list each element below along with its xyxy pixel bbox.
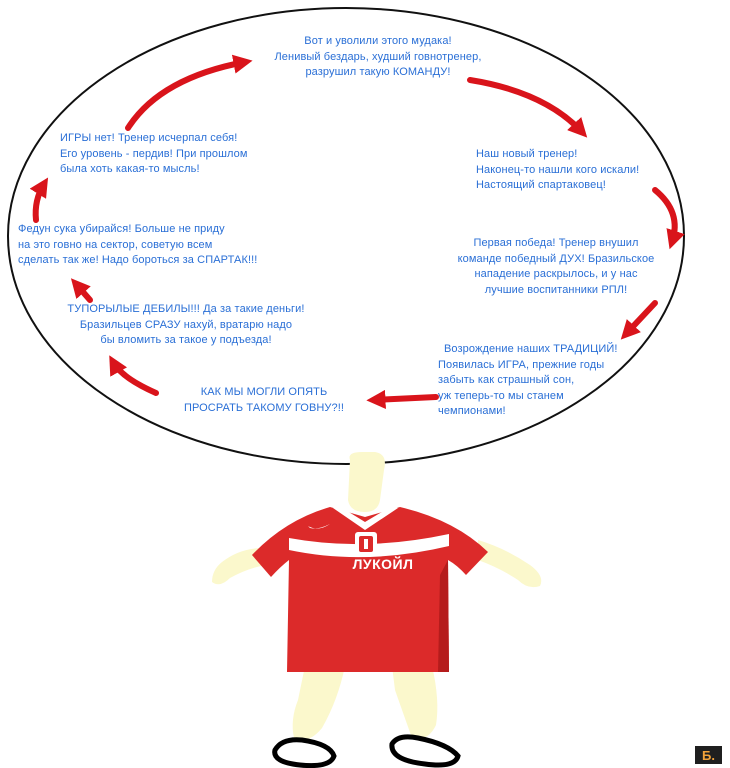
phrase-no-game: ИГРЫ нет! Тренер исчерпал себя! Его уровень - пердив! При прошлом была хоть какая-то мысль! xyxy=(60,132,248,175)
phrase-revival: Возрождение наших ТРАДИЦИЙ! Появилась ИГРА, прежние годы забыть как страшный сон, уж теперь-то мы станем чемпионами! xyxy=(438,343,618,417)
phrase-new-coach: Наш новый тренер! Наконец-то нашли кого искали! Настоящий спартаковец! xyxy=(476,148,640,191)
phrase-fedun: Федун сука убирайся! Больше не приду на это говно на сектор, советую всем сделать так же! Надо бороться за СПАРТАК!!! xyxy=(18,223,258,266)
arrow-4-icon xyxy=(374,397,436,400)
corner-badge: Б. xyxy=(695,746,722,764)
phrase-first-win: Первая победа! Тренер внушил команде победный ДУХ! Бразильское нападение раскрылось, и у нас лучшие воспитанники РПЛ! xyxy=(457,237,655,296)
head xyxy=(348,452,385,512)
right-shoe xyxy=(392,737,458,765)
sponsor-label: ЛУКОЙЛ xyxy=(352,556,414,572)
left-shoe xyxy=(275,740,334,766)
right-arm xyxy=(478,540,541,587)
spartak-crest-icon xyxy=(355,532,377,556)
spartak-shirt xyxy=(252,507,488,672)
phrase-fired: Вот и уволили этого мудака! Ленивый бездарь, худший говнотренер, разрушил такую КОМАНДУ! xyxy=(274,35,482,78)
fan-figure xyxy=(212,452,541,766)
phrase-lost: КАК МЫ МОГЛИ ОПЯТЬ ПРОСРАТЬ ТАКОМУ ГОВНУ?!! xyxy=(183,386,345,414)
right-leg xyxy=(392,666,437,739)
phrase-idiots: ТУПОРЫЛЫЕ ДЕБИЛЫ!!! Да за такие деньги! Бразильцев СРАЗУ нахуй, вратарю надо бы вломить за такое у подъезда! xyxy=(67,303,305,346)
left-leg xyxy=(293,666,345,740)
